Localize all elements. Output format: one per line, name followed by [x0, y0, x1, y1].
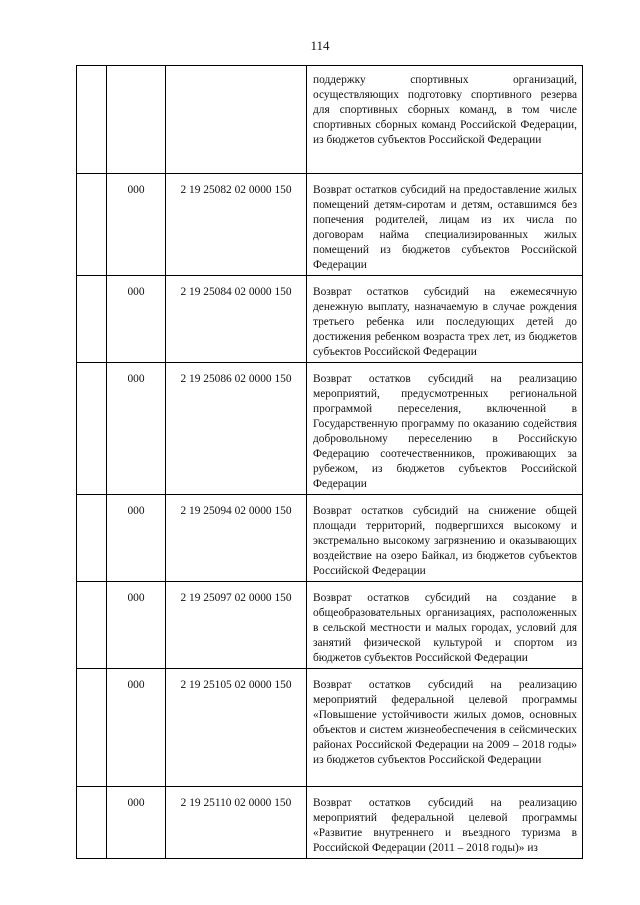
admin-code-cell: 000: [107, 363, 166, 495]
budget-code-cell: [166, 66, 307, 174]
admin-code-cell: 000: [107, 276, 166, 363]
table-row: [77, 495, 583, 582]
budget-code-cell: 2 19 25110 02 0000 150: [166, 787, 307, 859]
table-row: [77, 669, 583, 787]
table-row: [77, 276, 583, 363]
admin-code-cell: 000: [107, 669, 166, 787]
admin-code-cell: 000: [107, 174, 166, 276]
budget-code-cell: 2 19 25097 02 0000 150: [166, 582, 307, 669]
description-cell: Возврат остатков субсидий на реализацию мероприятий, предусмотренных региональной программой переселения, включенной в Государственную программу по оказанию содействия добровольному переселению в Российскую Федерацию соотечественников, проживающих за рубежом, из бюджетов субъектов Российской Федерации: [307, 363, 583, 495]
budget-code-cell: 2 19 25086 02 0000 150: [166, 363, 307, 495]
blank-cell: [77, 495, 107, 582]
description-cell: Возврат остатков субсидий на снижение общей площади территорий, подвергшихся высокому и экстремально высокому загрязнению и оказывающих воздействие на озеро Байкал, из бюджетов субъектов Российской Федерации: [307, 495, 583, 582]
budget-code-cell: 2 19 25094 02 0000 150: [166, 495, 307, 582]
table-row: [77, 66, 583, 174]
description-cell: Возврат остатков субсидий на ежемесячную денежную выплату, назначаемую в случае рождения третьего ребенка или последующих детей до достижения ребенком возраста трех лет, из бюджетов субъектов Российской Федерации: [307, 276, 583, 363]
admin-code-cell: 000: [107, 582, 166, 669]
budget-classification-table: [76, 65, 583, 859]
blank-cell: [77, 66, 107, 174]
admin-code-cell: 000: [107, 495, 166, 582]
blank-cell: [77, 669, 107, 787]
description-cell: поддержку спортивных организаций, осуществляющих подготовку спортивного резерва для спортивных сборных команд, в том числе спортивных сборных команд Российской Федерации, из бюджетов субъектов Российской Федерации: [307, 66, 583, 174]
budget-code-cell: 2 19 25105 02 0000 150: [166, 669, 307, 787]
table-row: [77, 787, 583, 859]
blank-cell: [77, 582, 107, 669]
admin-code-cell: [107, 66, 166, 174]
budget-code-cell: 2 19 25082 02 0000 150: [166, 174, 307, 276]
blank-cell: [77, 174, 107, 276]
blank-cell: [77, 363, 107, 495]
table-row: [77, 363, 583, 495]
description-cell: Возврат остатков субсидий на реализацию мероприятий федеральной целевой программы «Повышение устойчивости жилых домов, основных объектов и систем жизнеобеспечения в сейсмических районах Российской Федерации на 2009 – 2018 годы» из бюджетов субъектов Российской Федерации: [307, 669, 583, 787]
table-row: [77, 582, 583, 669]
description-cell: Возврат остатков субсидий на реализацию мероприятий федеральной целевой программы «Развитие внутреннего и въездного туризма в Российской Федерации (2011 – 2018 годы)» из: [307, 787, 583, 859]
blank-cell: [77, 276, 107, 363]
budget-code-cell: 2 19 25084 02 0000 150: [166, 276, 307, 363]
page-number: 114: [310, 38, 330, 53]
description-cell: Возврат остатков субсидий на предоставление жилых помещений детям-сиротам и детям, оставшимся без попечения родителей, лицам из их числа по договорам найма специализированных жилых помещений из бюджетов субъектов Российской Федерации: [307, 174, 583, 276]
description-cell: Возврат остатков субсидий на создание в общеобразовательных организациях, расположенных в сельской местности и малых городах, условий для занятий физической культурой и спортом из бюджетов субъектов Российской Федерации: [307, 582, 583, 669]
blank-cell: [77, 787, 107, 859]
table-row: [77, 174, 583, 276]
admin-code-cell: 000: [107, 787, 166, 859]
